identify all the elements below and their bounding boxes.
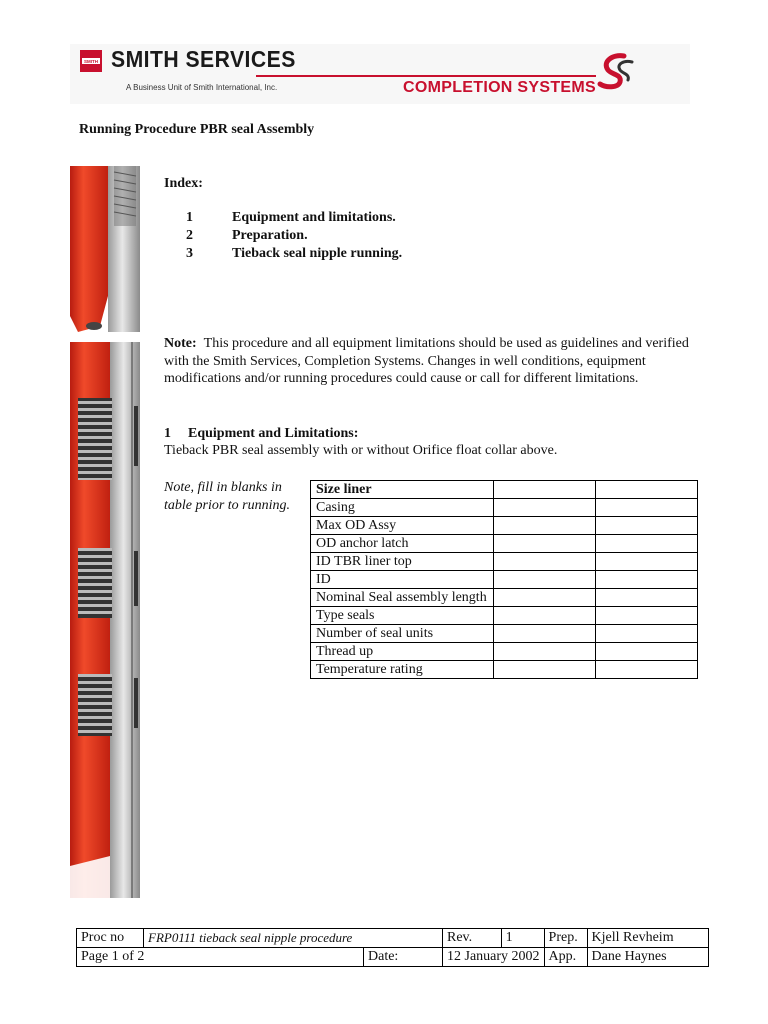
proc-no-label: Proc no	[77, 929, 144, 948]
pbr-seal-assembly-illustration	[70, 166, 152, 898]
index-item-text: Equipment and limitations.	[232, 210, 396, 225]
footer-row	[77, 929, 709, 948]
app-value: Dane Haynes	[587, 948, 708, 967]
footer-row	[77, 948, 709, 967]
index-item-number: 2	[186, 228, 193, 243]
specification-table	[310, 480, 698, 679]
index-item-number: 1	[186, 210, 193, 225]
rev-value: 1	[501, 929, 544, 948]
date-label: Date:	[364, 948, 443, 967]
table-cell-blank[interactable]	[494, 589, 596, 607]
index-item-text: Preparation.	[232, 228, 308, 243]
table-row	[311, 643, 698, 661]
table-cell-label: Temperature rating	[311, 661, 494, 679]
document-title: Running Procedure PBR seal Assembly	[79, 122, 315, 137]
table-cell-label: ID	[311, 571, 494, 589]
table-cell-blank[interactable]	[494, 625, 596, 643]
date-value: 12 January 2002	[443, 948, 545, 967]
table-cell-blank[interactable]	[494, 517, 596, 535]
section-title: Equipment and Limitations:	[188, 426, 359, 441]
table-cell-blank[interactable]	[596, 571, 698, 589]
index-item-number: 3	[186, 246, 193, 261]
table-row	[311, 481, 698, 499]
table-cell-blank[interactable]	[494, 607, 596, 625]
table-cell-blank[interactable]	[596, 643, 698, 661]
table-row	[311, 535, 698, 553]
completion-systems-logo-icon	[594, 52, 636, 92]
table-cell-blank[interactable]	[494, 571, 596, 589]
table-cell-label: Type seals	[311, 607, 494, 625]
note-label: Note:	[164, 336, 197, 351]
table-cell-blank[interactable]	[494, 481, 596, 499]
section-number: 1	[164, 426, 171, 441]
table-row	[311, 517, 698, 535]
table-cell-label: Nominal Seal assembly length	[311, 589, 494, 607]
table-cell-blank[interactable]	[596, 625, 698, 643]
rev-label: Rev.	[443, 929, 502, 948]
smith-logo-icon	[80, 50, 102, 72]
proc-no-value: FRP0111 tieback seal nipple procedure	[144, 929, 443, 948]
table-row	[311, 607, 698, 625]
table-cell-label: Max OD Assy	[311, 517, 494, 535]
table-cell-blank[interactable]	[494, 535, 596, 553]
index-heading: Index:	[164, 176, 203, 191]
table-cell-blank[interactable]	[494, 643, 596, 661]
table-cell-blank[interactable]	[494, 661, 596, 679]
index-item-text: Tieback seal nipple running.	[232, 246, 403, 261]
table-row	[311, 571, 698, 589]
table-cell-label: Number of seal units	[311, 625, 494, 643]
table-cell-label: Thread up	[311, 643, 494, 661]
app-label: App.	[544, 948, 587, 967]
page-number: Page 1 of 2	[77, 948, 364, 967]
table-row	[311, 499, 698, 517]
prep-label: Prep.	[544, 929, 587, 948]
brand-tagline: A Business Unit of Smith International, Inc.	[126, 83, 278, 92]
table-cell-blank[interactable]	[596, 607, 698, 625]
table-cell-blank[interactable]	[596, 589, 698, 607]
table-cell-blank[interactable]	[596, 535, 698, 553]
note-paragraph	[164, 335, 704, 388]
table-row	[311, 661, 698, 679]
table-cell-label: Size liner	[311, 481, 494, 499]
note-text: This procedure and all equipment limitations should be used as guidelines and verified with the Smith Services, Completion Systems. Changes in well conditions, equipment modifications and/or running procedures could cause or call for different limitations.	[164, 336, 689, 386]
division-name: COMPLETION SYSTEMS	[403, 79, 596, 96]
table-cell-blank[interactable]	[596, 517, 698, 535]
prep-value: Kjell Revheim	[587, 929, 708, 948]
document-footer-table	[76, 928, 709, 967]
table-cell-label: ID TBR liner top	[311, 553, 494, 571]
table-cell-blank[interactable]	[494, 553, 596, 571]
table-row	[311, 625, 698, 643]
svg-text:SMITH: SMITH	[84, 59, 98, 64]
table-cell-blank[interactable]	[596, 661, 698, 679]
table-cell-blank[interactable]	[494, 499, 596, 517]
header-divider	[256, 75, 596, 77]
table-cell-label: Casing	[311, 499, 494, 517]
section-heading	[164, 426, 358, 442]
brand-name: SMITH SERVICES	[111, 46, 296, 72]
table-row	[311, 553, 698, 571]
table-row	[311, 589, 698, 607]
table-cell-blank[interactable]	[596, 481, 698, 499]
section-description: Tieback PBR seal assembly with or without Orifice float collar above.	[164, 443, 558, 458]
table-cell-label: OD anchor latch	[311, 535, 494, 553]
table-cell-blank[interactable]	[596, 499, 698, 517]
fill-in-note: Note, fill in blanks in table prior to running.	[164, 480, 291, 513]
table-cell-blank[interactable]	[596, 553, 698, 571]
